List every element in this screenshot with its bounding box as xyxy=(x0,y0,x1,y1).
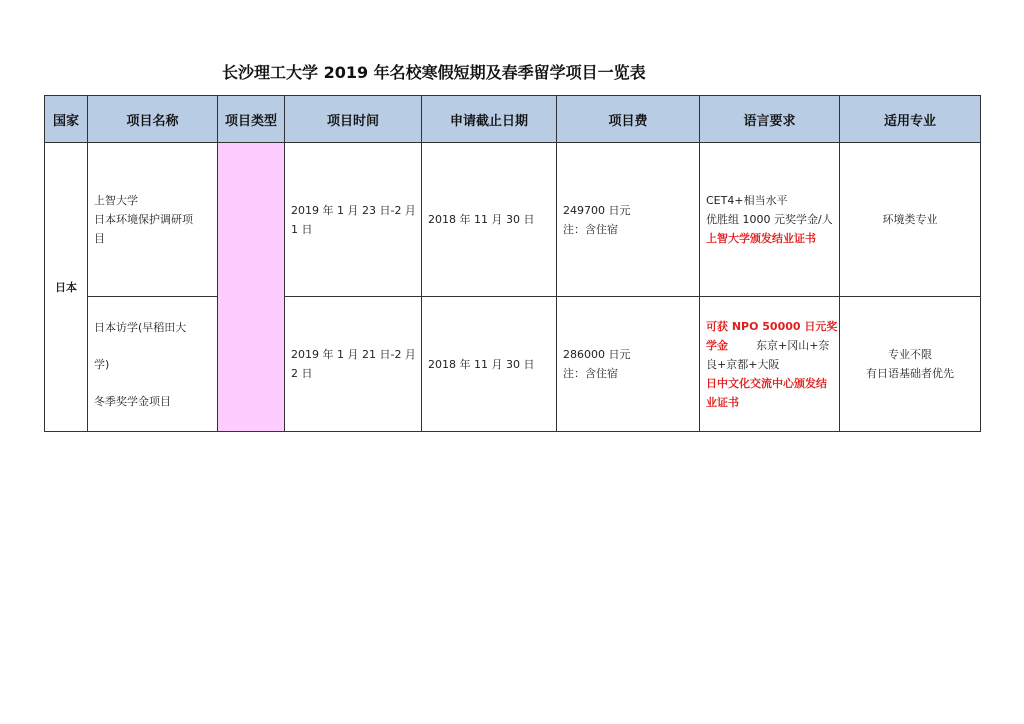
header-language: 语言要求 xyxy=(700,96,840,143)
language-text: 东京+冈山+奈 xyxy=(756,338,830,352)
fee-cell xyxy=(557,297,700,432)
major-cell xyxy=(840,297,981,432)
language-highlight: 学金 xyxy=(706,338,728,352)
fee-cell xyxy=(557,143,700,297)
major-line: 环境类专业 xyxy=(882,213,938,226)
language-highlight: 业证书 xyxy=(706,395,739,409)
deadline-cell: 2018 年 11 月 30 日 xyxy=(422,143,557,297)
project-name-line: 冬季奖学金项目 xyxy=(94,394,171,408)
language-cell xyxy=(700,297,840,432)
project-name-cell xyxy=(88,143,218,297)
table-row xyxy=(45,297,981,432)
project-time-line: 1 日 xyxy=(291,222,313,236)
header-project-name: 项目名称 xyxy=(88,96,218,143)
fee-line: 注：含住宿 xyxy=(563,222,618,236)
project-time-line: 2019 年 1 月 23 日-2 月 xyxy=(291,203,416,217)
fee-line: 286000 日元 xyxy=(563,348,631,361)
language-line: 优胜组 1000 元奖学金/人 xyxy=(706,213,833,226)
project-name-line: 日本环境保护调研项 xyxy=(94,213,193,226)
header-fee: 项目费 xyxy=(557,96,700,143)
project-time-cell xyxy=(285,297,422,432)
project-time-line: 2 日 xyxy=(291,367,313,380)
major-line: 专业不限 xyxy=(888,348,932,361)
header-major: 适用专业 xyxy=(840,96,981,143)
project-type-cell xyxy=(218,143,285,432)
language-highlight: 可获 NPO 50000 日元奖 xyxy=(706,319,838,333)
program-table xyxy=(44,95,981,432)
page-title: 长沙理工大学 2019 年名校寒假短期及春季留学项目一览表 xyxy=(222,63,646,82)
major-line: 有日语基础者优先 xyxy=(866,367,954,380)
language-line xyxy=(706,336,838,355)
project-time-cell xyxy=(285,143,422,297)
header-project-type: 项目类型 xyxy=(218,96,285,143)
language-line: CET4+相当水平 xyxy=(706,194,788,207)
language-cell xyxy=(700,143,840,297)
fee-line: 249700 日元 xyxy=(563,203,631,217)
header-project-time: 项目时间 xyxy=(285,96,422,143)
major-cell xyxy=(840,143,981,297)
project-name-line: 目 xyxy=(94,232,105,245)
table-row xyxy=(45,143,981,297)
project-name-line: 上智大学 xyxy=(94,194,138,207)
language-line: 良+京都+大阪 xyxy=(706,357,780,371)
project-name-line: 学) xyxy=(94,357,110,371)
project-name-line: 日本访学(早稻田大 xyxy=(94,320,187,334)
language-highlight: 日中文化交流中心颁发结 xyxy=(706,376,827,390)
deadline-cell: 2018 年 11 月 30 日 xyxy=(422,297,557,432)
header-country: 国家 xyxy=(45,96,88,143)
project-name-cell xyxy=(88,297,218,432)
header-deadline: 申请截止日期 xyxy=(422,96,557,143)
project-time-line: 2019 年 1 月 21 日-2 月 xyxy=(291,348,416,361)
header-row xyxy=(45,96,981,143)
fee-line: 注：含住宿 xyxy=(563,367,618,380)
language-highlight: 上智大学颁发结业证书 xyxy=(706,232,816,245)
country-cell: 日本 xyxy=(45,143,88,432)
